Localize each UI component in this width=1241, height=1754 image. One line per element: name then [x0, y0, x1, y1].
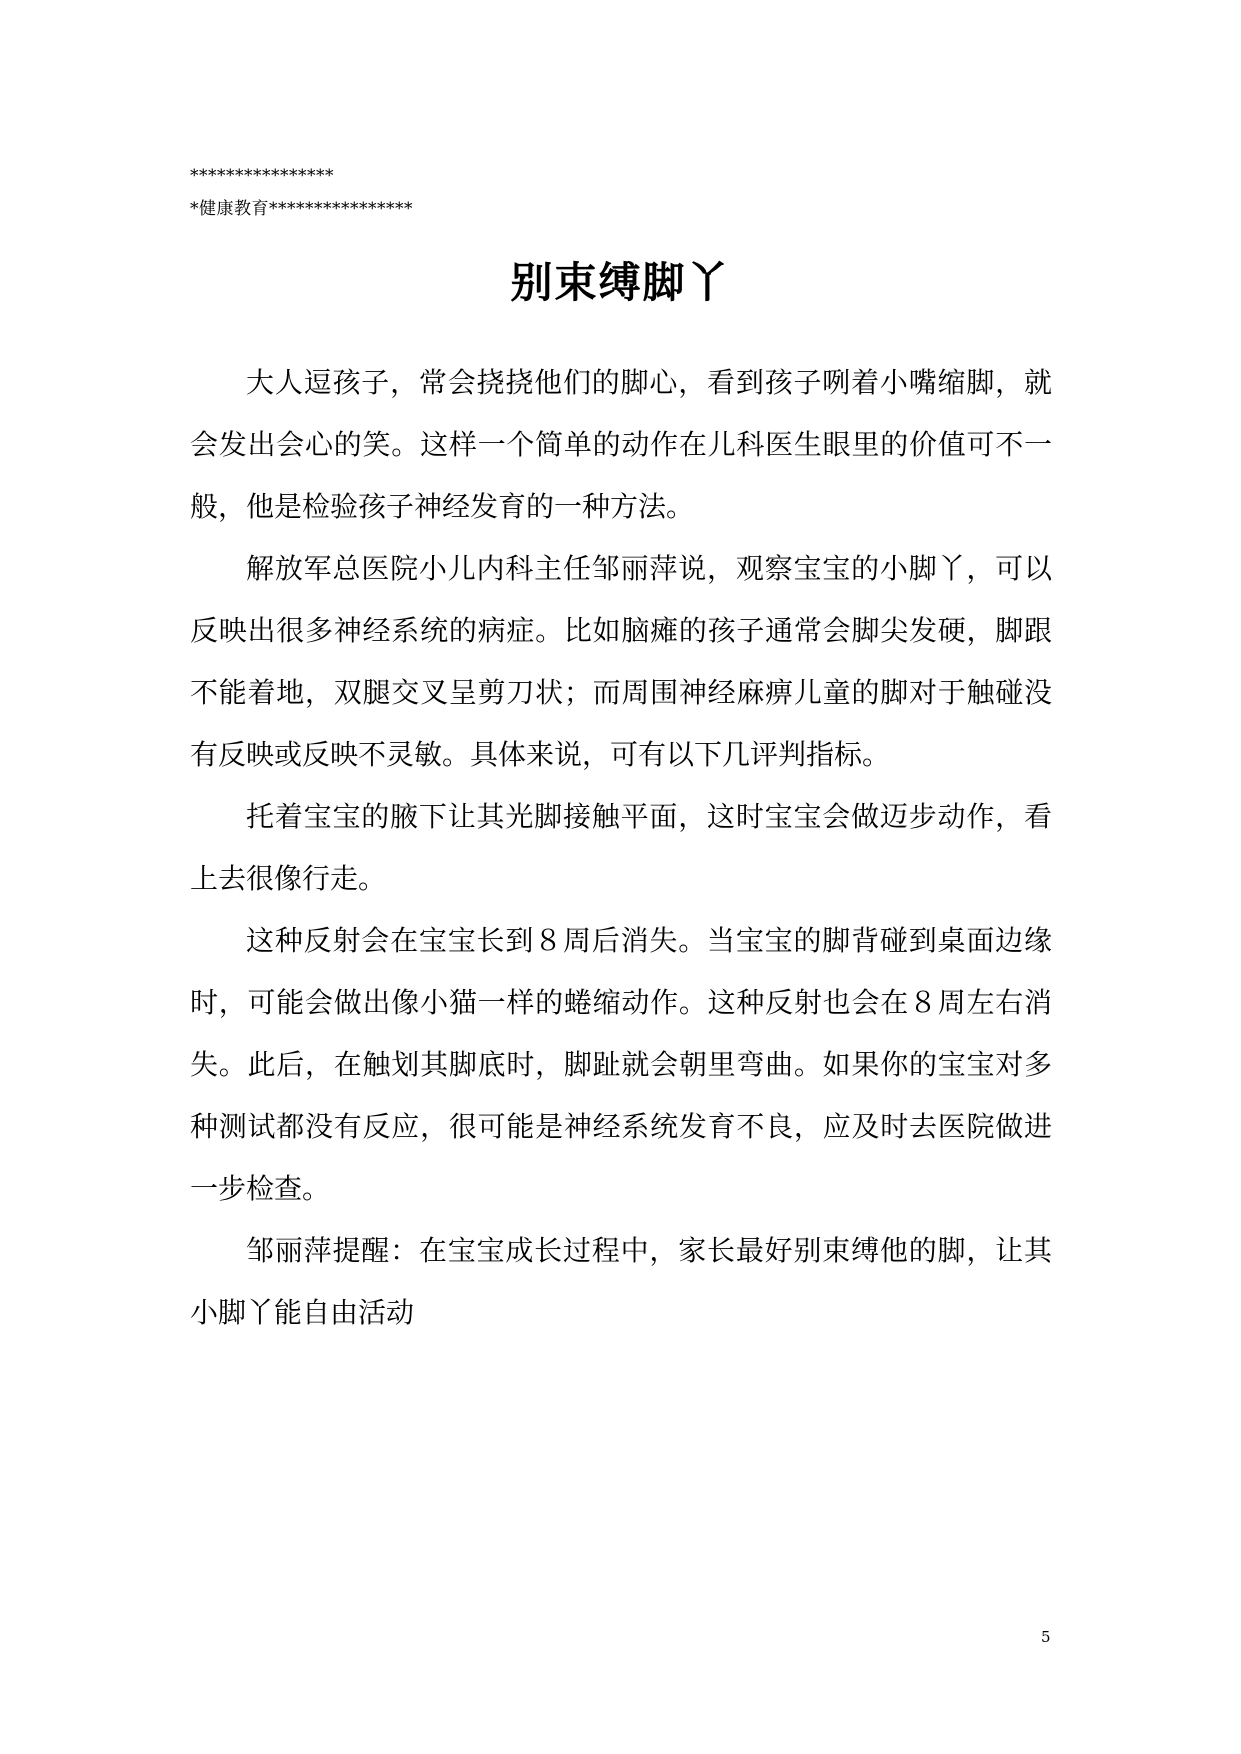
- paragraph: 大人逗孩子，常会挠挠他们的脚心，看到孩子咧着小嘴缩脚，就会发出会心的笑。这样一个简单的动作在儿科医生眼里的价值可不一般，他是检验孩子神经发育的一种方法。: [190, 366, 1052, 523]
- article-body: [190, 352, 1052, 1344]
- article-title: 别束缚脚丫: [510, 258, 731, 307]
- page-number: 5: [1041, 1628, 1051, 1646]
- paragraph: 托着宝宝的腋下让其光脚接触平面，这时宝宝会做迈步动作，看上去很像行走。: [190, 800, 1052, 895]
- paragraph: 邹丽萍提醒：在宝宝成长过程中，家长最好别束缚他的脚，让其小脚丫能自由活动: [190, 1234, 1052, 1329]
- header-line-2: *健康教育****************: [190, 199, 413, 219]
- paragraph: 这种反射会在宝宝长到８周后消失。当宝宝的脚背碰到桌面边缘时，可能会做出像小猫一样的蜷缩动作。这种反射也会在８周左右消失。此后，在触划其脚底时，脚趾就会朝里弯曲。如果你的宝宝对多种测试都没有反应，很可能是神经系统发育不良，应及时去医院做进一步检查。: [190, 924, 1052, 1205]
- header-line-1: ****************: [190, 166, 334, 186]
- paragraph: 解放军总医院小儿内科主任邹丽萍说，观察宝宝的小脚丫，可以反映出很多神经系统的病症。比如脑瘫的孩子通常会脚尖发硬，脚跟不能着地，双腿交叉呈剪刀状；而周围神经麻痹儿童的脚对于触碰没有反映或反映不灵敏。具体来说，可有以下几评判指标。: [190, 552, 1052, 771]
